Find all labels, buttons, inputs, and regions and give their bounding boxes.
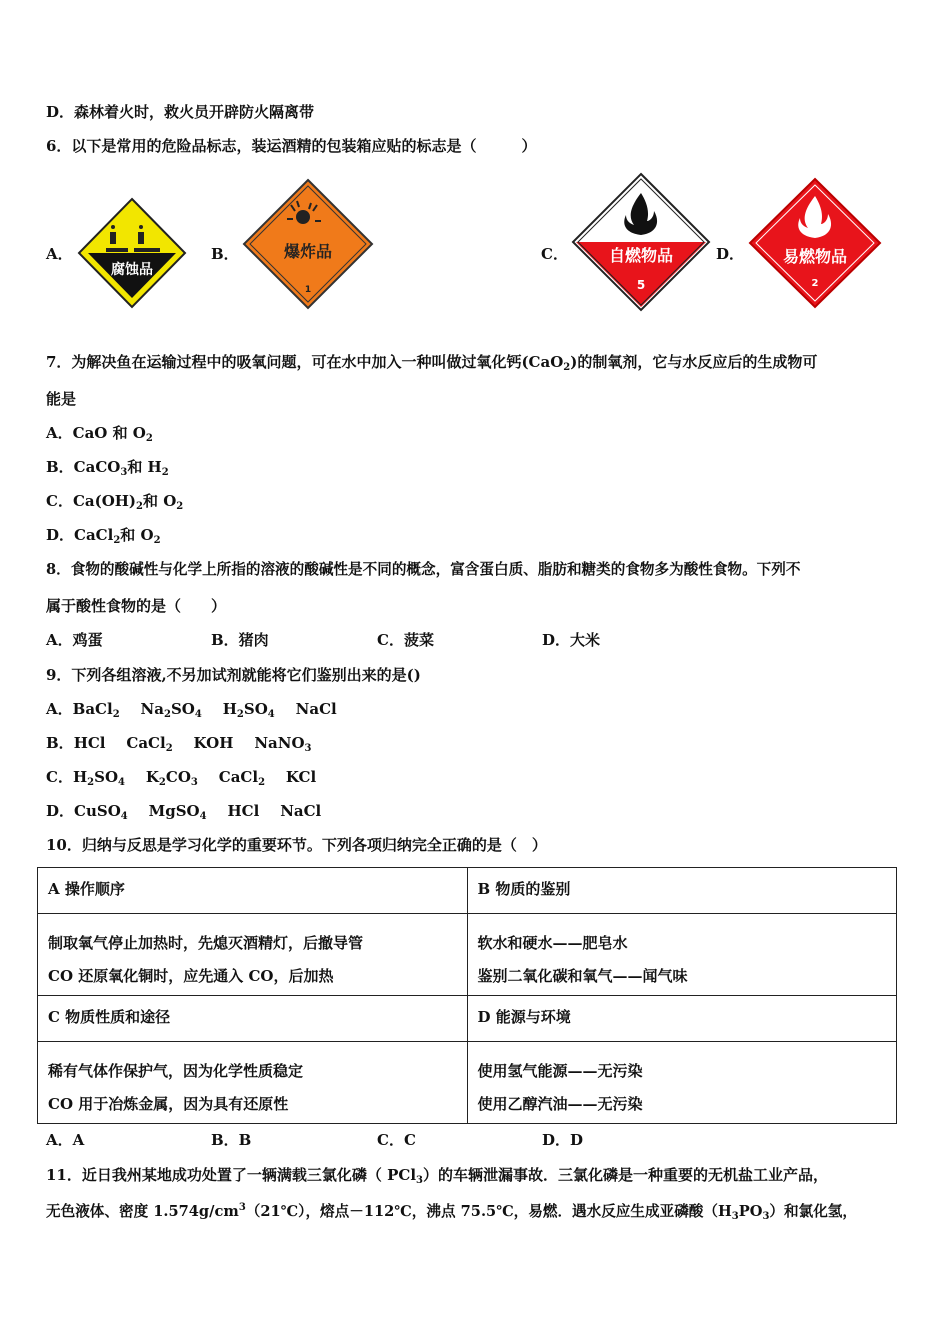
table-cell-a-head: A 操作顺序 [38,868,468,914]
q8-option-c: C．菠菜 [377,631,434,649]
q6-option-c-letter: C． [541,245,568,263]
q10-option-c: C．C [377,1131,416,1149]
q6-option-d-letter: D． [716,245,745,263]
q10-option-b: B．B [211,1131,252,1149]
q7-option-d: D．CaCl$_2$和 $O_2$ [46,526,161,546]
explosive-sign-text: 爆炸品 [283,242,333,261]
table-cell-d-head: D 能源与环境 [467,996,897,1042]
q8-stem-line2: 属于酸性食物的是（ ） [46,597,227,615]
q8-option-a: A．鸡蛋 [46,631,103,649]
table-cell-c-body: 稀有气体作保护气，因为化学性质稳定 CO 用于冶炼金属，因为具有还原性 [38,1042,468,1124]
q10-option-d: D．D [542,1131,584,1149]
q11-line2: 无色液体、密度 $1.574g/cm^3(21℃)$，熔点－112℃，沸点 75.5℃，易燃．遇水反应生成亚磷酸$(H_3PO_3)$和氯化氢， [46,1202,857,1222]
q8-option-b: B．猪肉 [211,631,269,649]
q8-option-d: D．大米 [542,631,601,649]
explosive-sign-icon [241,177,375,311]
q7-option-b: B．CaCO$_3$和 $H_2$ [46,458,169,478]
table-cell-b-body: 软水和硬水——肥皂水 鉴别二氧化碳和氧气——闻气味 [467,914,897,996]
q8-stem-line1: 8．食物的酸碱性与化学上所指的溶液的酸碱性是不同的概念，富含蛋白质、脂肪和糖类的食物多为酸性食物。下列不 [46,561,801,578]
flammable-sign-number: 2 [811,278,819,289]
q7-option-a: A．CaO 和 $O_2$ [46,424,153,444]
q9-stem: 9．下列各组溶液,不另加试剂就能将它们鉴别出来的是() [46,666,421,684]
q8-options [46,630,666,650]
q10-option-a: A．A [46,1131,85,1149]
table-cell-a-body: 制取氧气停止加热时，先熄灭酒精灯，后撤导管 CO 还原氧化铜时，应先通入 CO，后加热 [38,914,468,996]
q9-option-b: B．HCl CaCl$_2$ KOH NaNO$_3$ [46,734,312,754]
spontaneous-sign-number: 5 [636,278,646,292]
table-cell-c-head: C 物质性质和途径 [38,996,468,1042]
q7-stem-line1: 7．为解决鱼在运输过程中的吸氧问题，可在水中加入一种叫做过氧化钙(CaO$_2$)的制氧剂，它与水反应后的生成物可 [46,353,818,373]
q6-option-b-letter: B． [211,245,239,263]
q10-summary-table [37,867,897,1124]
q5-option-d: D．森林着火时，救火员开辟防火隔离带 [46,103,315,121]
q9-option-d: D．CuSO$_4$ MgSO$_4$ HCl NaCl [46,802,322,822]
q7-stem-line2: 能是 [46,390,77,408]
q6-stem: 6．以下是常用的危险品标志，装运酒精的包装箱应贴的标志是（ ） [46,137,537,155]
spontaneous-combustion-sign-icon [570,171,712,313]
table-cell-b-head: B 物质的鉴别 [467,868,897,914]
explosive-sign-number: 1 [304,285,312,295]
q7-option-c: C．$Ca(OH)_2$和 $O_2$ [46,492,184,512]
table-cell-d-body: 使用氢气能源——无污染 使用乙醇汽油——无污染 [467,1042,897,1124]
q9-option-c: C．$H_2SO_4$ $K_2CO_3$ CaCl$_2$ KCl [46,768,317,788]
corrosive-sign-text: 腐蚀品 [111,262,153,278]
q11-line1: 11．近日我州某地成功处置了一辆满载三氯化磷（ PCl$_3$）的车辆泄漏事故．三氯化磷是一种重要的无机盐工业产品， [46,1166,828,1186]
flammable-sign-icon [747,176,883,310]
corrosive-sign-icon [76,196,188,310]
q10-options [46,1130,666,1150]
spontaneous-sign-text: 自燃物品 [608,246,674,265]
q10-stem: 10．归纳与反思是学习化学的重要环节。下列各项归纳完全正确的是（ ） [46,836,547,854]
q9-option-a: A．BaCl$_2$ $Na_2SO_4$ $H_2SO_4$ NaCl [46,700,337,720]
flammable-sign-text: 易燃物品 [782,247,848,266]
q6-option-a-letter: A． [46,245,73,263]
